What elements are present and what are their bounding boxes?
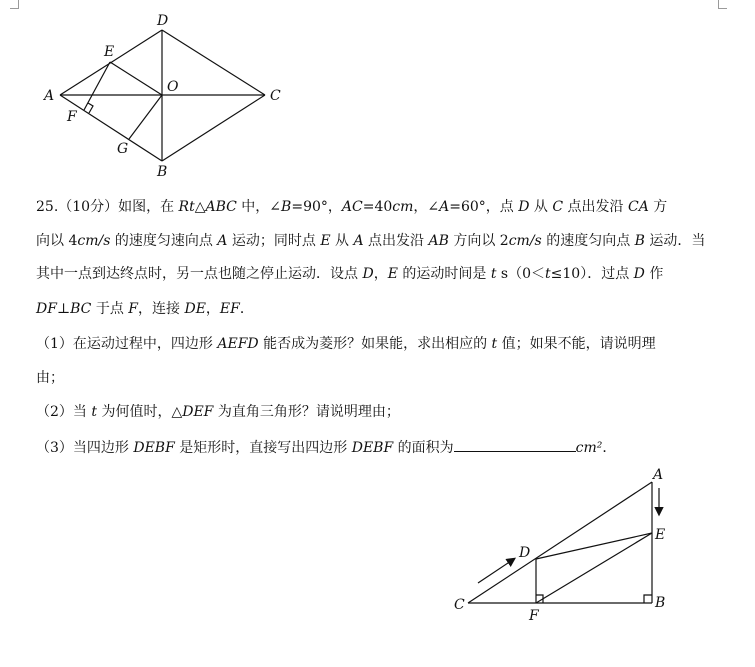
math: DEBF <box>351 440 394 456</box>
text: 运动；同时点 <box>227 233 321 249</box>
text: =40 <box>362 199 393 215</box>
segment-OG <box>129 95 162 139</box>
text: 从 <box>330 233 354 249</box>
label-D: D <box>519 545 531 561</box>
question-2 <box>36 402 704 422</box>
text: 向以 4 <box>36 233 78 249</box>
segment-CB <box>162 95 265 161</box>
text: 点出发沿 <box>563 199 629 215</box>
math: B <box>281 199 292 215</box>
text: （1）在运动过程中，四边形 <box>36 336 218 352</box>
text: s（0＜ <box>496 266 546 282</box>
math: D <box>633 266 645 282</box>
question-3 <box>36 437 704 458</box>
math: D <box>362 266 374 282</box>
motion-arrow-D <box>478 559 514 583</box>
math: EF <box>219 301 240 317</box>
segment-BA <box>60 95 162 161</box>
problem-score: （10分） <box>58 199 119 215</box>
math: DEF <box>182 404 214 420</box>
text: ， <box>205 301 220 317</box>
text: 为直角三角形？请说明理由； <box>213 404 400 420</box>
segment-FE <box>536 533 652 603</box>
math: AC <box>341 199 363 215</box>
text: ， <box>373 266 388 282</box>
math: A <box>439 199 450 215</box>
math: t <box>545 266 551 282</box>
math: BC <box>70 301 92 317</box>
label-F: F <box>67 109 77 125</box>
text: 为何值时，△ <box>97 404 183 420</box>
page-corner-mark-right <box>718 0 727 9</box>
text: 能否成为菱形？如果能，求出相应的 <box>258 336 492 352</box>
math: AB <box>428 233 449 249</box>
math: A <box>217 233 228 249</box>
text: ⊥ <box>56 301 71 317</box>
math: E <box>320 233 331 249</box>
label-A: A <box>44 88 55 104</box>
math: t <box>490 266 497 282</box>
problem-line-3 <box>36 264 704 284</box>
label-F: F <box>529 608 539 624</box>
problem-line-2 <box>36 231 704 251</box>
text: （2）当 <box>36 404 92 420</box>
label-B: B <box>655 595 666 611</box>
label-E: E <box>655 527 666 543</box>
label-O: O <box>167 79 179 95</box>
text: ≤10）．过点 <box>550 266 634 282</box>
right-angle-mark-F <box>88 103 93 113</box>
math: D <box>518 199 530 215</box>
text: 从 <box>529 199 553 215</box>
text: 运动．当 <box>644 233 706 249</box>
problem-number: 25. <box>36 199 59 215</box>
math: t <box>91 404 97 420</box>
label-B: B <box>157 164 168 180</box>
text: （3）当四边形 <box>36 440 134 456</box>
text: 的速度匀速向点 <box>110 233 218 249</box>
math: E <box>387 266 398 282</box>
math: Rt△ABC <box>178 199 237 215</box>
text: 方 <box>648 199 668 215</box>
text: ． <box>602 440 617 456</box>
text: ． <box>239 301 254 317</box>
math: cm/s <box>508 233 542 249</box>
math: t <box>491 336 498 352</box>
label-G: G <box>117 141 129 157</box>
text: 于点 <box>91 301 129 317</box>
page-corner-mark-left <box>10 0 19 9</box>
math: CA <box>628 199 649 215</box>
segment-EF <box>84 62 110 110</box>
segment-EO <box>110 62 162 95</box>
unit: cm² <box>575 440 603 456</box>
text: 值；如果不能，请说明理 <box>497 336 656 352</box>
answer-blank[interactable] <box>454 437 576 452</box>
segment-DE <box>536 533 652 559</box>
math: AEFD <box>217 336 259 352</box>
segment-CA <box>468 482 652 603</box>
text: 的速度匀向点 <box>541 233 635 249</box>
text: 方向以 2 <box>448 233 509 249</box>
text: =60°，点 <box>449 199 519 215</box>
math: cm <box>392 199 414 215</box>
math: DEBF <box>133 440 175 456</box>
label-D: D <box>157 13 169 29</box>
text: 由； <box>36 370 64 386</box>
text: 中，∠ <box>236 199 282 215</box>
text: ，∠ <box>413 199 440 215</box>
problem-line-1 <box>36 197 704 217</box>
text: 如图，在 <box>118 199 179 215</box>
math: F <box>128 301 139 317</box>
math: cm/s <box>77 233 111 249</box>
label-A: A <box>653 467 664 483</box>
text: 作 <box>644 266 664 282</box>
rhombus-figure <box>30 8 330 193</box>
text: 其中一点到达终点时，另一点也随之停止运动．设点 <box>36 266 363 282</box>
math: DE <box>184 301 206 317</box>
label-C: C <box>454 597 465 613</box>
problem-line-4 <box>36 299 704 319</box>
text: 是矩形时，直接写出四边形 <box>174 440 352 456</box>
question-1 <box>36 334 704 354</box>
text: 的面积为 <box>393 440 454 456</box>
text: 点出发沿 <box>363 233 429 249</box>
math: B <box>634 233 645 249</box>
right-triangle-figure <box>445 462 705 632</box>
text: 的运动时间是 <box>397 266 491 282</box>
math: A <box>353 233 364 249</box>
math: DF <box>36 301 57 317</box>
label-E: E <box>104 44 115 60</box>
question-1-continued <box>36 368 704 388</box>
right-angle-mark-B <box>644 595 652 603</box>
text: =90°， <box>291 199 342 215</box>
text: ，连接 <box>138 301 185 317</box>
math: C <box>552 199 564 215</box>
label-C: C <box>270 88 281 104</box>
